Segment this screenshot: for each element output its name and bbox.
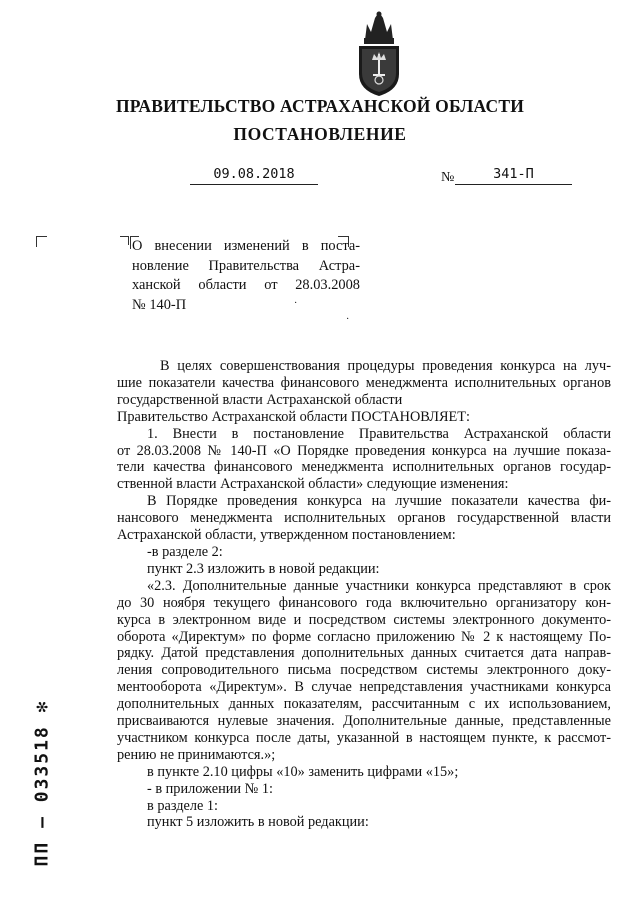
body-line: пункт 5 изложить в новой редакции: xyxy=(147,814,369,831)
body-line: участником конкурса после даты, указанной в настоящем пункте, к рассмот- xyxy=(117,729,611,746)
body-line: В целях совершенствования процедуры проведения конкурса на луч- xyxy=(160,358,611,374)
body-line: Астраханской области, утвержденном постановлением: xyxy=(117,527,456,544)
body-line: до 30 ноября текущего финансового года включительно организатору кон- xyxy=(117,594,611,611)
body-line: в разделе 1: xyxy=(147,797,219,814)
body-line: присваиваются нулевые значения. Дополнительные данные, представленные xyxy=(117,713,611,730)
body-line: пункт 2.3 изложить в новой редакции: xyxy=(147,560,380,577)
subject-bracket-left xyxy=(120,236,129,245)
body-line: рядку. Датой представления дополнительных данных считается дата направ- xyxy=(117,645,611,662)
registration-stamp xyxy=(27,693,57,873)
body-line: оборота «Директум» по форме согласно приложению № 2 к настоящему По- xyxy=(117,628,611,645)
body-line: 1. Внести в постановление Правительства Астраханской области xyxy=(147,425,611,442)
body-line: шие показатели качества финансового менеджмента исполнительных органов xyxy=(117,374,611,391)
body-line: ственной власти Астраханской области» следующие изменения: xyxy=(117,476,509,493)
body-line: курса в электронном виде и посредством системы электронного документо- xyxy=(117,611,611,628)
document-body xyxy=(117,358,611,831)
body-line: Правительство Астраханской области ПОСТАНОВЛЯЕТ: xyxy=(117,408,470,425)
number-sign: № xyxy=(441,170,455,185)
subject-line: № 140-П xyxy=(132,296,187,313)
organization-name: ПРАВИТЕЛЬСТВО АСТРАХАНСКОЙ ОБЛАСТИ xyxy=(115,96,525,116)
body-line: «2.3. Дополнительные данные участники конкурса представляют в срок xyxy=(147,577,611,594)
body-line: нансового менеджмента исполнительных органов государственной власти xyxy=(117,510,611,527)
document-number: 341-П xyxy=(455,166,572,185)
body-line: ментооборота «Директум». В случае непредставления участниками конкурса xyxy=(117,679,611,696)
body-line: тели качества финансового менеджмента исполнительных органов государ- xyxy=(117,459,611,476)
body-line: рению не принимаются.»; xyxy=(117,746,276,763)
body-line: -в разделе 2: xyxy=(147,543,223,560)
body-line: дополнительных данных показателям, рассчитанным с их использованием, xyxy=(117,696,611,713)
scan-dot: · xyxy=(346,314,350,325)
subject-line: О внесении изменений в поста- xyxy=(132,238,360,254)
stamp-text: ПП – 033518 ✻ xyxy=(31,699,53,867)
body-line: в пункте 2.10 цифры «10» заменить цифрами «15»; xyxy=(147,763,459,780)
astrakhan-coat-of-arms-icon xyxy=(353,10,405,98)
body-line: ления сопроводительного письма посредством системы электронного доку- xyxy=(117,662,611,679)
subject-block xyxy=(132,237,360,315)
body-line: - в приложении № 1: xyxy=(147,780,273,797)
document-date: 09.08.2018 xyxy=(190,166,318,185)
body-line: от 28.03.2008 № 140-П «О Порядке проведения конкурса на лучшие показа- xyxy=(117,442,611,459)
subject-line: новление Правительства Астра- xyxy=(132,257,360,274)
body-line: В Порядке проведения конкурса на лучшие показатели качества фи- xyxy=(147,493,611,510)
body-line: государственной власти Астраханской области xyxy=(117,391,403,408)
left-corner-mark xyxy=(36,236,47,247)
document-type-title: ПОСТАНОВЛЕНИЕ xyxy=(233,124,407,144)
subject-line: ханской области от 28.03.2008 xyxy=(132,277,360,293)
scan-dot: · xyxy=(294,298,298,309)
